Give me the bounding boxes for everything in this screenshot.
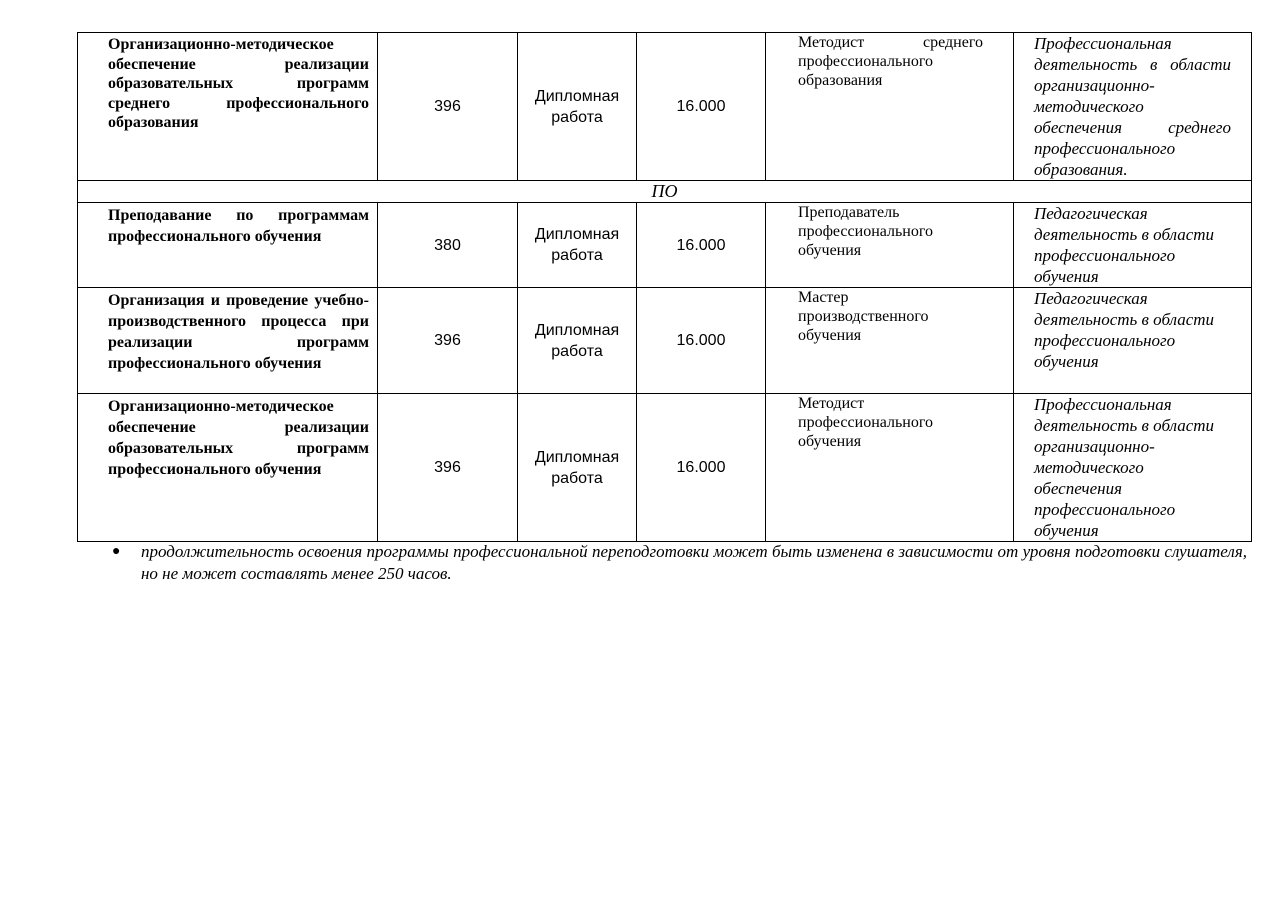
qualification: Методист среднего профессионального образования <box>766 33 1014 181</box>
qualification: Преподаватель профессионального обучения <box>766 203 1014 288</box>
table-row <box>78 288 1252 394</box>
attestation-type: Дипломная работа <box>518 203 637 288</box>
section-heading: ПО <box>78 181 1252 203</box>
programs-table <box>77 32 1252 542</box>
activity-area: Профессиональная деятельность в области организационно-методического обеспечения среднего профессионального образования. <box>1014 33 1252 181</box>
qualification: Методист профессионального обучения <box>766 394 1014 542</box>
program-name: Организационно-методическое обеспечение реализации образовательных программ среднего профессионального образования <box>78 33 378 181</box>
program-price: 16.000 <box>637 203 766 288</box>
program-price: 16.000 <box>637 394 766 542</box>
program-price: 16.000 <box>637 288 766 394</box>
program-hours: 396 <box>378 33 518 181</box>
activity-area: Педагогическая деятельность в области профессионального обучения <box>1014 203 1252 288</box>
program-hours: 396 <box>378 394 518 542</box>
program-price: 16.000 <box>637 33 766 181</box>
program-name: Преподавание по программам профессионального обучения <box>78 203 378 288</box>
attestation-type: Дипломная работа <box>518 33 637 181</box>
table-row <box>78 33 1252 181</box>
program-hours: 396 <box>378 288 518 394</box>
program-name: Организация и проведение учебно-производственного процесса при реализации программ профессионального обучения <box>78 288 378 394</box>
program-name: Организационно-методическое обеспечение реализации образовательных программ профессионального обучения <box>78 394 378 542</box>
program-hours: 380 <box>378 203 518 288</box>
section-row <box>78 181 1252 203</box>
attestation-type: Дипломная работа <box>518 288 637 394</box>
table-row <box>78 394 1252 542</box>
qualification: Мастер производственного обучения <box>766 288 1014 394</box>
activity-area: Профессиональная деятельность в области организационно-методического обеспечения профессионального обучения <box>1014 394 1252 542</box>
table-row <box>78 203 1252 288</box>
footnote <box>112 541 1247 585</box>
activity-area: Педагогическая деятельность в области профессионального обучения <box>1014 288 1252 394</box>
footnote-text: продолжительность освоения программы профессиональной переподготовки может быть изменена в зависимости от уровня подготовки слушателя, но не может составлять менее 250 часов. <box>141 542 1247 583</box>
bullet-icon: ● <box>112 544 121 559</box>
attestation-type: Дипломная работа <box>518 394 637 542</box>
